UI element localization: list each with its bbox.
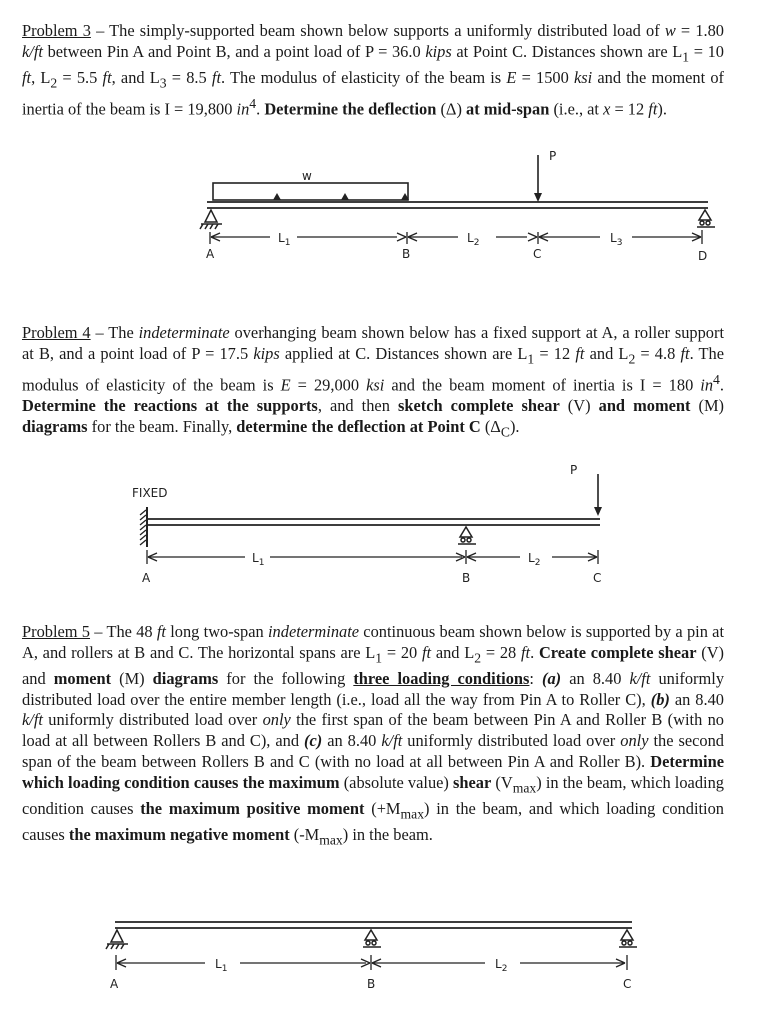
text-run: = 20 — [382, 642, 422, 662]
point-d-label: D — [698, 249, 708, 263]
text-run: indeterminate — [138, 323, 230, 342]
text-run: (M) — [690, 396, 725, 416]
text-run: uniformly distributed load over the entire member length (i.e., load all the way from Pin A to Roller C), — [22, 668, 725, 709]
text-run: uniformly distributed load over — [42, 710, 263, 730]
text-run: = 12 — [610, 99, 649, 119]
text-run: ft — [156, 622, 166, 641]
text-run: at mid-span — [466, 99, 550, 119]
text-run: (i.e., at — [549, 99, 604, 119]
text-run: , L — [31, 67, 51, 87]
text-run: 2 — [474, 650, 482, 666]
problem-5-text — [22, 622, 724, 851]
text-run: 4 — [713, 371, 720, 387]
text-run: 4 — [249, 95, 257, 111]
text-run: (+M — [364, 798, 401, 818]
text-run: ). — [509, 416, 520, 436]
text-run: diagrams — [152, 668, 219, 688]
text-run: (Δ) — [436, 99, 467, 119]
text-run: ft — [22, 67, 32, 87]
text-run: ft — [680, 343, 690, 363]
text-run: the maximum positive moment — [140, 798, 365, 818]
text-run: . The modulus of elasticity of the beam is — [221, 67, 507, 87]
text-run: moment — [53, 668, 112, 688]
text-run: . The modulus of elasticity of the beam is — [22, 343, 724, 395]
text-run: – The — [90, 323, 139, 342]
point-load-p-head — [534, 193, 542, 202]
text-run: an 8.40 — [322, 731, 382, 751]
span-l2-label: $L_2$ — [528, 551, 541, 568]
point-a-label: A — [142, 571, 151, 585]
load-p-label: P — [570, 463, 578, 477]
text-run: and moment — [598, 396, 691, 416]
roller-support-b — [458, 527, 476, 544]
text-run: overhanging beam shown below has a fixed support at A, a roller support at B, and a point load of P = 17.5 — [22, 323, 724, 363]
problem-4-text — [22, 323, 724, 443]
text-run: indeterminate — [268, 622, 360, 641]
text-run: continuous beam shown below is supported by a pin at A, and rollers at B and C. The horizontal spans are L — [22, 622, 724, 662]
text-run: max — [400, 806, 425, 822]
text-run: kips — [425, 41, 452, 61]
text-run: an 8.40 — [561, 668, 630, 688]
point-c-label: C — [593, 571, 602, 585]
text-run: for the beam. Finally, — [87, 416, 237, 436]
text-run: . — [256, 99, 265, 119]
text-run: three loading conditions — [353, 668, 530, 688]
text-run: ft — [211, 67, 222, 87]
text-run: determine the deflection at Point C — [236, 416, 481, 436]
text-run: long two-span — [165, 622, 268, 641]
text-run: k/ft — [22, 710, 43, 730]
text-run: only — [262, 710, 291, 730]
text-run: the first span of the beam between Pin A and Roller B (with no load at all between Rollers B and C), and — [22, 710, 724, 751]
text-run: (V) — [559, 396, 599, 416]
text-run: k/ft — [22, 41, 43, 61]
text-run: in — [700, 375, 714, 395]
text-run: , and L — [111, 67, 160, 87]
text-run: – The simply-supported beam shown below supports a uniformly distributed load of — [90, 21, 665, 40]
text-run: x — [603, 99, 611, 119]
text-run: the second span of the beam between Rollers B and C (with no load at all between Pin A and Roller B). — [22, 731, 724, 772]
point-a-label: A — [110, 977, 119, 991]
text-run: . — [719, 375, 724, 395]
point-a-label: A — [206, 247, 215, 261]
text-run: (absolute value) — [339, 772, 454, 792]
point-c-label: C — [623, 977, 632, 991]
text-run: ) in the beam. — [342, 825, 433, 845]
text-run: ) in the beam, which loading condition causes — [22, 772, 724, 818]
text-run: and the beam moment of inertia is I = 180 — [384, 375, 701, 395]
text-run: shear — [453, 772, 492, 792]
dimension-line — [116, 955, 627, 970]
text-run: applied at C. Distances shown are L — [279, 343, 528, 363]
point-c-label: C — [533, 247, 542, 261]
text-run: 1 — [375, 650, 383, 666]
text-run: = 12 — [534, 343, 576, 363]
span-l3-label: $L_3$ — [610, 231, 623, 248]
text-run: for the following — [218, 668, 354, 688]
fixed-support-a — [140, 507, 147, 547]
pin-support-a — [200, 210, 222, 229]
text-run: = 5.5 — [57, 67, 103, 87]
text-run: only — [620, 731, 649, 751]
problem-3-heading: Problem 3 — [22, 21, 91, 40]
text-run: = 1500 — [516, 67, 574, 87]
distributed-load-w — [213, 183, 408, 200]
text-run: and the moment of inertia of the beam is I = 19,800 — [22, 67, 725, 119]
text-run: ft — [520, 642, 531, 662]
text-run: = 4.8 — [635, 343, 681, 363]
roller-support-b — [363, 930, 381, 947]
point-load-p-head — [594, 507, 602, 516]
text-run: ) in the beam, and which loading condition causes — [22, 798, 724, 845]
span-l2-label: $L_2$ — [495, 957, 508, 974]
text-run: = 29,000 — [290, 375, 367, 395]
roller-support-d — [697, 210, 715, 227]
text-run: E — [280, 375, 291, 395]
text-run: an 8.40 — [669, 689, 724, 709]
span-l2-label: $L_2$ — [467, 231, 480, 248]
text-run: (Δ — [480, 416, 501, 436]
roller-support-c — [619, 930, 637, 947]
text-run: in — [236, 99, 250, 119]
text-run: (V — [491, 772, 513, 792]
text-run: Determine the reactions at the supports — [22, 396, 318, 416]
text-run: = 8.5 — [166, 67, 212, 87]
text-run: Determine the deflection — [264, 99, 437, 119]
problem-3-beam-diagram — [0, 140, 761, 300]
point-b-label: B — [367, 977, 376, 991]
text-run: ). — [657, 99, 667, 119]
text-run: uniformly distributed load over — [402, 731, 621, 751]
text-run: ft — [575, 343, 585, 363]
text-run: = 28 — [481, 642, 521, 662]
text-run: ksi — [573, 67, 593, 87]
distributed-load-arrows — [273, 193, 409, 200]
point-b-label: B — [402, 247, 411, 261]
text-run: (-M — [289, 825, 320, 845]
text-run: Determine which loading condition causes the maximum — [22, 752, 724, 792]
span-l1-label: $L_1$ — [215, 957, 228, 974]
text-run: sketch complete shear — [397, 396, 560, 416]
text-run: Create complete shear — [538, 642, 697, 662]
text-run: 1 — [527, 351, 535, 367]
text-run: diagrams — [22, 416, 88, 436]
load-w-label: w — [302, 169, 312, 183]
text-run: and L — [431, 642, 475, 662]
problem-4-heading: Problem 4 — [22, 323, 91, 342]
text-run: ft — [648, 99, 658, 119]
text-run: 3 — [159, 75, 167, 91]
problem-3-text — [22, 21, 724, 120]
span-l1-label: $L_1$ — [252, 551, 265, 568]
text-run: the maximum negative moment — [68, 825, 290, 845]
problem-5-beam-diagram — [0, 900, 761, 1020]
load-p-label: P — [549, 149, 557, 163]
text-run: (V) and — [22, 642, 725, 688]
problem-4-beam-diagram — [0, 452, 761, 602]
text-run: 2 — [628, 351, 636, 367]
text-run: k/ft — [381, 731, 403, 751]
text-run: (b) — [650, 689, 670, 709]
text-run: (a) — [542, 668, 562, 688]
text-run: ft — [102, 67, 112, 87]
text-run: : — [529, 668, 543, 688]
text-run: 2 — [50, 75, 58, 91]
text-run: (c) — [304, 731, 323, 751]
text-run: ksi — [366, 375, 385, 395]
text-run: kips — [253, 343, 280, 363]
text-run: . — [530, 642, 539, 662]
text-run: E — [506, 67, 517, 87]
text-run: = 1.80 — [675, 21, 724, 40]
fixed-support-label: FIXED — [132, 486, 168, 500]
problem-5-heading: Problem 5 — [22, 622, 91, 641]
text-run: , and then — [317, 396, 398, 416]
text-run: k/ft — [629, 668, 651, 688]
text-run: max — [512, 780, 537, 796]
text-run: – The 48 — [90, 622, 157, 641]
text-run: max — [319, 832, 343, 848]
pin-support-a — [106, 930, 128, 949]
point-b-label: B — [462, 571, 471, 585]
text-run: w — [664, 21, 676, 40]
text-run: = 10 — [689, 41, 724, 61]
span-l1-label: $L_1$ — [278, 231, 291, 248]
text-run: (M) — [111, 668, 153, 688]
text-run: at Point C. Distances shown are L — [451, 41, 683, 61]
text-run: C — [500, 424, 510, 440]
text-run: ft — [421, 642, 432, 662]
text-run: between Pin A and Point B, and a point load of P = 36.0 — [42, 41, 426, 61]
text-run: and L — [584, 343, 629, 363]
text-run: 1 — [682, 49, 690, 65]
